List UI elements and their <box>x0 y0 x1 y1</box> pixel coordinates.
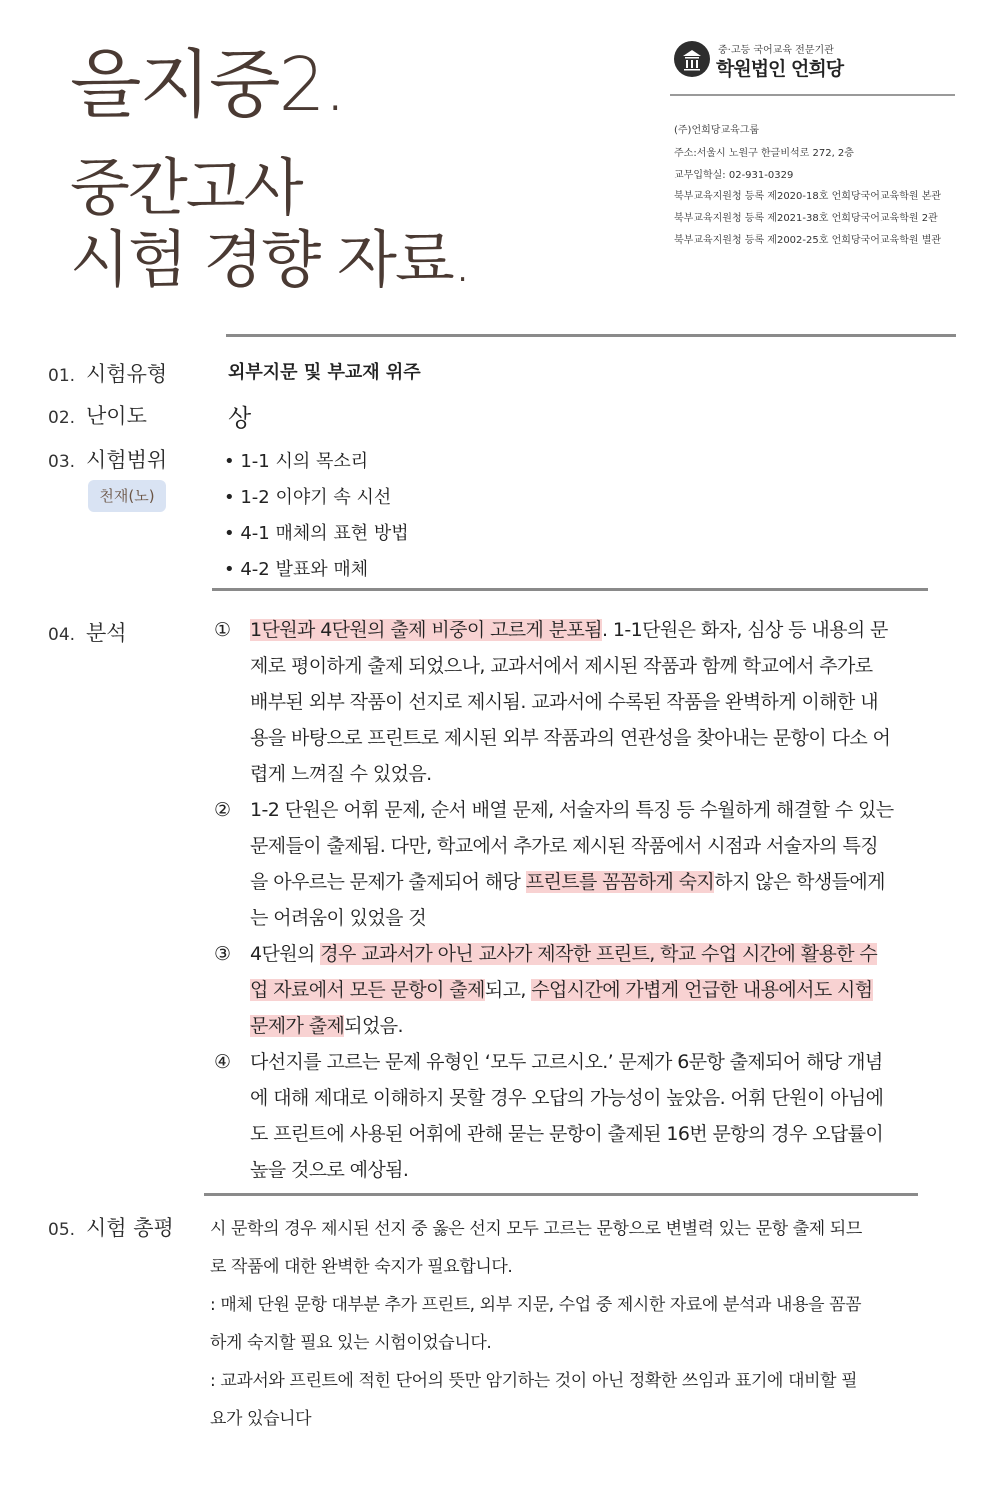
exam-type-value: 외부지문 및 부교재 위주 <box>228 362 421 383</box>
registration-2: 북부교육지원청 등록 제2021-38호 언희당국어교육학원 2관 <box>674 213 938 224</box>
analysis-text-part: . 1-1단원은 화자, 심상 등 내용의 문제로 평이하게 출제 되었으나, 교과서에서 제시된 작품과 함께 학교에서 추가로 배부된 외부 작품이 선지로 제시됨. 교과서에 수록된 작품을 완벽하게 이해한 내용을 바탕으로 프린트로 제시된 외부 작품과의 연관성을 찾아내는 문항이 다소 어렵게 느껴질 수 있었음. <box>250 619 891 785</box>
review-line: : 매체 단원 문항 대부분 추가 프린트, 외부 지문, 수업 중 제시한 자료에 분석과 내용을 꼼꼼 <box>210 1295 862 1315</box>
brand-subtitle: 중·고등 국어교육 전문기관 <box>718 45 834 56</box>
analysis-item-4 <box>214 1044 894 1188</box>
registration-main: 북부교육지원청 등록 제2020-18호 언희당국어교육학원 본관 <box>674 191 942 202</box>
analysis-text <box>250 792 894 936</box>
review-line: 로 작품에 대한 완벽한 숙지가 필요합니다. <box>210 1257 513 1277</box>
analysis-text-part: 되었음. <box>344 1015 403 1037</box>
analysis-text <box>250 1044 894 1188</box>
analysis-item-2 <box>214 792 894 936</box>
brand-name: 학원법인 언희당 <box>716 58 844 80</box>
highlight-text: 경우 교과서가 아닌 교사가 제작한 프린트, 학교 수업 시간에 활용한 수업 자료에서 모든 문항이 출제 <box>250 943 878 1001</box>
divider <box>212 588 928 591</box>
analysis-item-1 <box>214 612 894 792</box>
section-analysis-label: 04. 분석 <box>48 621 127 645</box>
section-exam-type-label: 01. 시험유형 <box>48 362 168 386</box>
analysis-marker: ① <box>214 619 231 641</box>
review-line: 요가 있습니다 <box>210 1409 312 1429</box>
divider <box>226 334 956 337</box>
analysis-text-part: 되고, <box>484 979 532 1001</box>
analysis-text-part: 다선지를 고르는 문제 유형인 ‘모두 고르시오.’ 문제가 6문항 출제되어 해당 개념에 대해 제대로 이해하지 못할 경우 오답의 가능성이 높았음. 어휘 단원이 아님에도 프린트에 사용된 어휘에 관해 묻는 문항이 출제된 16번 문항의 경우 오답률이 높을 것으로 예상됨. <box>250 1051 884 1181</box>
analysis-text-part: 하지 않은 학생들에게는 어려움이 있었을 것 <box>250 871 885 929</box>
analysis-text <box>250 612 894 792</box>
address: 주소:서울시 노원구 한글비석로 272, 2층 <box>674 148 854 159</box>
review-line: 시 문학의 경우 제시된 선지 중 옳은 선지 모두 고르는 문항으로 변별력 있는 문항 출제 되므 <box>210 1219 862 1239</box>
section-range-label: 03. 시험범위 <box>48 448 168 472</box>
section-review-label: 05. 시험 총평 <box>48 1216 174 1240</box>
page-title-exam: 중간고사 <box>70 151 302 224</box>
analysis-text <box>250 936 894 1044</box>
analysis-text-part: 1-2 단원은 어휘 문제, 순서 배열 문제, 서술자의 특징 등 수월하게 해결할 수 있는 문제들이 출제됨. 다만, 학교에서 추가로 제시된 작품에서 시점과 서술자의 특징을 아우르는 문제가 출제되어 해당 <box>250 799 894 893</box>
analysis-marker: ② <box>214 799 231 821</box>
highlight-text: 1단원과 4단원의 출제 비중이 고르게 분포됨 <box>250 619 602 641</box>
difficulty-value: 상 <box>228 404 252 432</box>
textbook-badge: 천재(노) <box>88 480 166 512</box>
analysis-marker: ③ <box>214 943 231 965</box>
company-name: (주)언희당교육그룹 <box>674 125 760 136</box>
review-text <box>210 1210 930 1438</box>
highlight-text: 프린트를 꼼꼼하게 숙지 <box>525 871 715 893</box>
registration-annex: 북부교육지원청 등록 제2002-25호 언희당국어교육학원 별관 <box>674 235 942 246</box>
phone: 교무입학실: 02-931-0329 <box>674 170 794 181</box>
range-item: • 1-2 이야기 속 시선 <box>224 487 392 508</box>
analysis-marker: ④ <box>214 1051 231 1073</box>
range-item: • 1-1 시의 목소리 <box>224 451 369 472</box>
range-item: • 4-2 발표와 매체 <box>224 559 369 580</box>
analysis-text-part: 4단원의 <box>250 943 321 965</box>
analysis-item-3 <box>214 936 894 1044</box>
divider <box>670 94 955 96</box>
review-line: 하게 숙지할 필요 있는 시험이었습니다. <box>210 1333 492 1353</box>
section-difficulty-label: 02. 난이도 <box>48 404 147 428</box>
page-title-subtitle: 시험 경향 자료. <box>70 223 471 296</box>
page-title-school: 을지중2. <box>70 42 346 128</box>
range-item: • 4-1 매체의 표현 방법 <box>224 523 409 544</box>
divider <box>204 1193 918 1196</box>
review-line: : 교과서와 프린트에 적힌 단어의 뜻만 암기하는 것이 아닌 정확한 쓰임과 표기에 대비할 필 <box>210 1371 858 1391</box>
highlight-text: 수업시간에 가볍게 언급한 내용에서도 시험 문제가 출제 <box>250 979 873 1037</box>
academy-seal-icon <box>674 41 710 77</box>
